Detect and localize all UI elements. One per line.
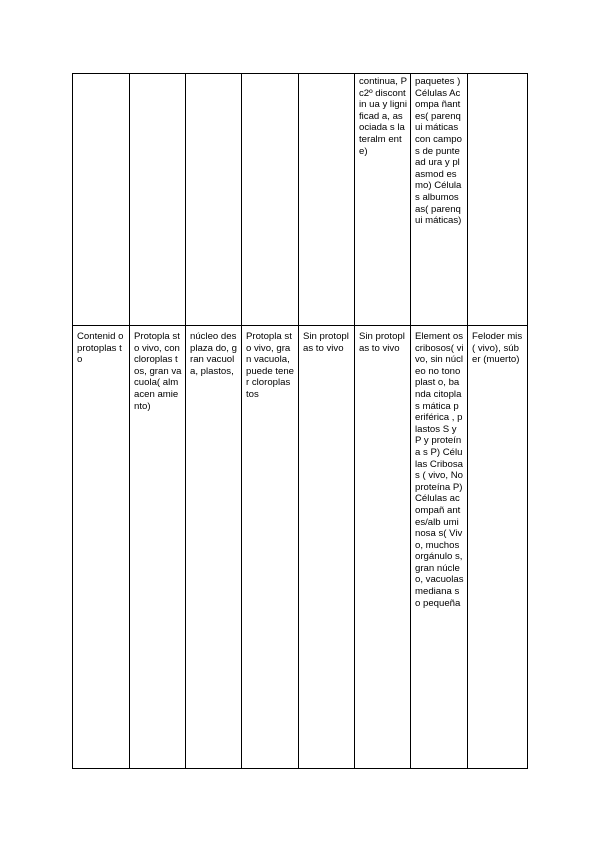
table-cell: [468, 74, 528, 326]
table-cell: [242, 74, 299, 326]
table-cell: [130, 74, 186, 326]
table-cell: Sin protoplas to vivo: [299, 326, 355, 769]
table-cell: núcleo desplaza do, gran vacuola, plastos,: [186, 326, 242, 769]
table-cell: continua, Pc2º discontin ua y lignificad a, asociada s lateralm ente): [355, 74, 411, 326]
table-cell: [299, 74, 355, 326]
table-cell: [186, 74, 242, 326]
table-cell: Protopla sto vivo, con cloroplas tos, gran vacuola( almacen amiento): [130, 326, 186, 769]
table-cell: Element os cribosos( vivo, sin núcleo no tonoplast o, banda citoplas mática periférica , plastos S y P y proteína s P) Células Cribosas ( vivo, No proteína P) Células acompañ antes/alb uminosa s( Vivo, muchos orgánulo s, gran núcleo, vacuolas mediana s o pequeña: [411, 326, 468, 769]
table-row: [73, 326, 528, 769]
table-cell: Feloder mis( vivo), súber (muerto): [468, 326, 528, 769]
table-cell: Protopla sto vivo, gran vacuola, puede tener cloroplas tos: [242, 326, 299, 769]
comparison-table: [72, 73, 528, 769]
row-header-cell: Contenid o protoplas to: [73, 326, 130, 769]
table-row: [73, 74, 528, 326]
table-cell: paquetes ) Células Acompa ñantes( parenqui máticas con campos de puntead ura y plasmod esmo) Células albumos as( parenqui máticas): [411, 74, 468, 326]
table-cell: [73, 74, 130, 326]
table-cell: Sin protoplas to vivo: [355, 326, 411, 769]
